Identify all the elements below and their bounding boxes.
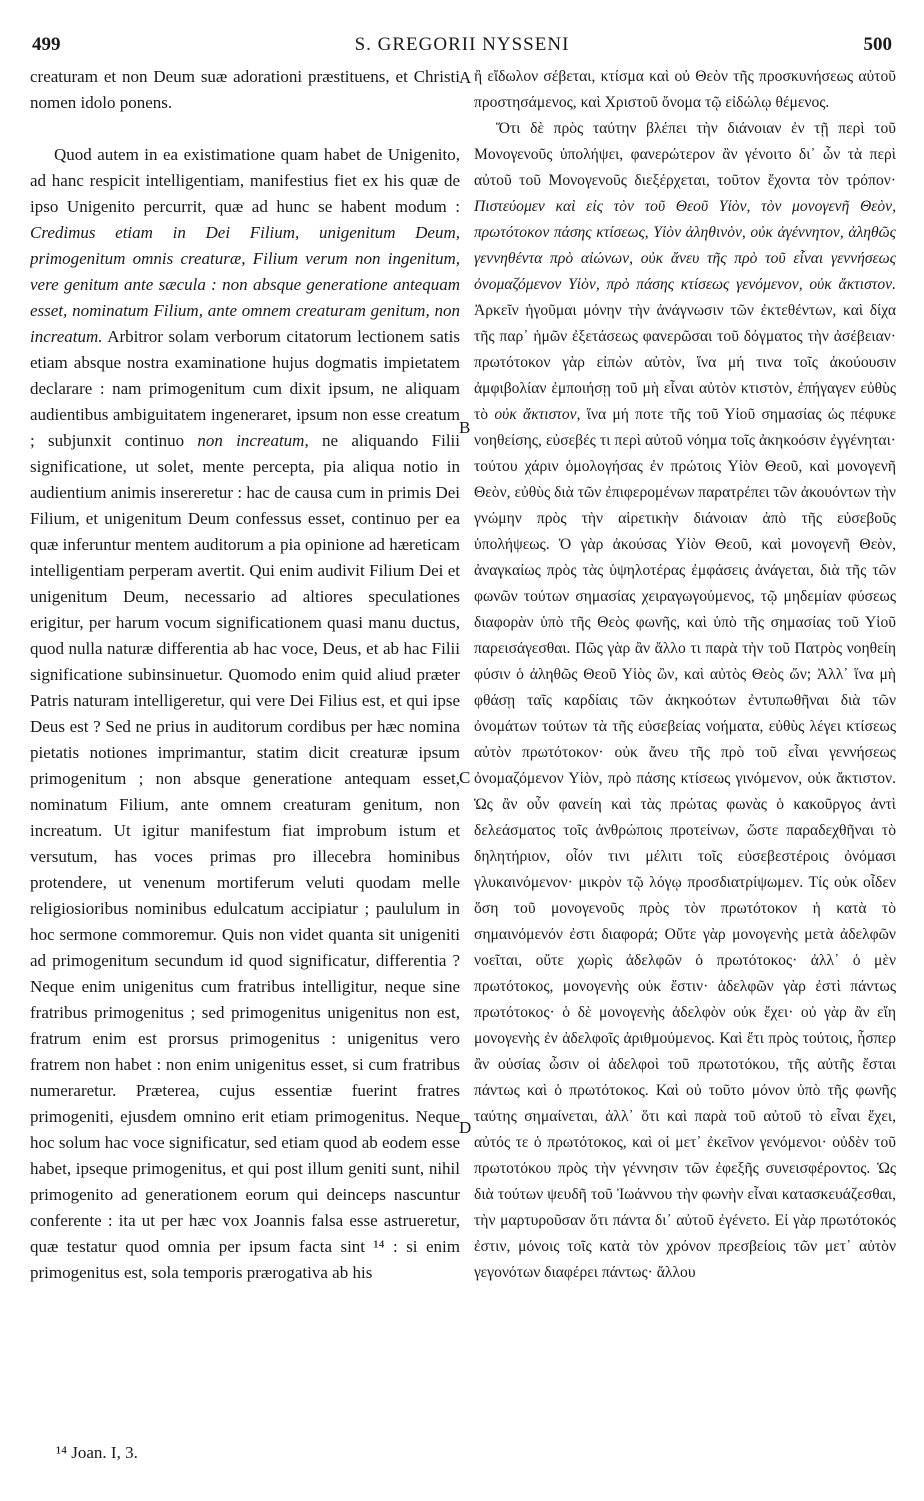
margin-marker-c: C	[459, 768, 471, 787]
greek-text: Ἀρκεῖν ἡγοῦμαι μόνην τὴν ἀνάγνωσιν τῶν ἐκτεθέντων, καὶ δίχα τῆς παρ᾽ ἡμῶν ἐξετάσεως φανερῶσαι τοῦ δόγματος τὴν ἀσέβειαν· πρωτότοκον γὰρ εἰπὼν αὐτὸν, ἵνα μή τινα τοῖς ἀκούουσιν ἀμφιβολίαν ἐμποιήσῃ τοῦ μὴ εἶναι αὐτὸν κτιστὸν, ἐπήγαγεν εὐθὺς τὸ	[474, 302, 896, 423]
latin-text: Arbitror solam verborum citatorum lectionem satis etiam absque nostra examinatione hujus dogmatis impietatem declarare : nam primogenitum cum dixit ipsum, ne aliquam audientibus ambiguitatem ingeneraret, ipsum non esse creatum ; subjunxit continuo	[30, 327, 460, 450]
running-title: S. GREGORII NYSSENI	[354, 34, 570, 55]
greek-text: , ἵνα μή ποτε τῆς τοῦ Υἱοῦ σημασίας ὡς πέφυκε νοηθείσης, εὐσεβές τι περὶ αὐτοῦ νόημα τοῖς ἀκηκοόσιν ἐγγένηται· τούτου χάριν ὁμολογήσας ἐν πρώτοις Υἱὸν Θεοῦ, καὶ μονογενῆ Θεὸν, εὐθὺς διὰ τῶν ἐπιφερομένων παρατρέπει τῶν ἀκουόντων τὴν γνώμην πρὸς τὴν αἱρετικὴν διάνοιαν ἀπὸ τῆς εὐσεβοῦς ὑπολήψεως. Ὁ γὰρ ἀκούσας Υἱὸν Θεοῦ, καὶ μονογενῆ Θεὸν, ἀναγκαίως πρὸς τὰς ὑψηλοτέρας ἐμφάσεις ἀνάγεται, διὰ τῆς τῶν φωνῶν τούτων σημασίας χειραγωγούμενος, τῷ μηδεμίαν φύσεως διαφορὰν ὑπὸ τῆς Θεὸς φωνῆς, καὶ ὑπὸ τῆς σημασίας τοῦ Υἱοῦ παρεισάγεσθαι. Πῶς γὰρ ἂν ἄλλο τι παρὰ τὴν τοῦ Πατρὸς νοηθείη φύσιν ὁ ἀληθῶς Θεοῦ Υἱὸς ὢν, καὶ αὐτὸς Θεὸς ὤν; Ἀλλ᾽ ἵνα μὴ φθάσῃ ταῖς καρδίαις τῶν ἀκηκοότων ἐντυπωθῆναι διὰ τῶν ὀνομάτων τούτων τὰ τῆς εὐσεβείας νοήματα, εὐθὺς λέγει κτίσεως αὐτὸν πρωτότοκον· οὐκ ἄνευ τῆς πρὸ τοῦ εἶναι γεννήσεως ὀνομαζόμενον Υἱὸν, πρὸ πάσης κτίσεως γινόμενον, οὐκ ἄκτιστον. Ὡς ἂν οὖν φανείη καὶ τὰς πρώτας φωνὰς ὁ κακοῦργος ἀντὶ δελεάσματος τοῖς ἀνθρώποις προτείνων, ὥστε παραδεχθῆναι τὸ δηλητήριον, οἷόν τινι μέλιτι τοῖς εὐσεβεστέροις ὀνόμασι γλυκαινόμενον· μικρὸν τῷ λόγῳ προσδιατρίψωμεν. Τίς οὐκ οἶδεν ὅση τοῦ μονογενοῦς πρὸς τὸν πρωτότοκον ἡ κατὰ τὸ σημαινόμενόν ἐστι διαφορά; Οὔτε γὰρ μονογενὴς μετὰ ἀδελφῶν νοεῖται, οὔτε χωρὶς ἀδελφῶν ὁ πρωτότοκος· ἀλλ᾽ ὁ μὲν πρωτότοκος, μονογενὴς οὐκ ἔστιν· ἀδελφῶν γὰρ ἐστὶ πάντως πρωτότοκος· ὁ δὲ μονογενὴς ἀδελφὸν οὐκ ἔχει· οὐ γὰρ ἂν εἴη μονογενὴς ἐν ἀδελφοῖς ἀριθμούμενος. Καὶ ἔτι πρὸς τούτοις, ἧσπερ ἂν οὐσίας ὦσιν οἱ ἀδελφοὶ τοῦ πρωτοτόκου, τῆς αὐτῆς ἔσται πάντως καὶ ὁ πρωτότοκος. Καὶ οὐ τοῦτο μόνον ὑπὸ τῆς φωνῆς ταύτης σημαίνεται, ἀλλ᾽ ὅτι καὶ παρὰ τοῦ αὐτοῦ τὸ εἶναι ἔχει, αὐτός τε ὁ πρωτότοκος, καὶ οἱ μετ᾽ ἐκεῖνον γενόμενοι· οὐδὲν τοῦ πρωτοτόκου πρὸς τὴν γέννησιν τῶν ἐφεξῆς συνεισφέροντος. Ὡς διὰ τούτων ψευδῆ τοῦ Ἰωάννου τὴν φωνὴν εἶναι κατασκευάζεσθαι, τὴν μαρτυροῦσαν ὅτι πάντα δι᾽ αὐτοῦ ἐγένετο. Εἰ γὰρ πρωτότοκός ἐστιν, μόνοις τοῖς κατὰ τὸν χρόνον πρεσβείοις τῶν μετ᾽ αὐτὸν γεγονότων διαφέρει πάντως· ἄλλου	[474, 406, 896, 1281]
greek-text: Ὅτι δὲ πρὸς ταύτην βλέπει τὴν διάνοιαν ἐν τῇ περὶ τοῦ Μονογενοῦς ὑπολήψει, φανερώτερον ἂν γένοιτο δι᾽ ὧν τὰ περὶ αὐτοῦ τοῦ Μονογενοῦς διεξέρχεται, τοῦτον ἔχοντα τὸν τρόπον·	[474, 120, 896, 189]
margin-marker-a: A	[459, 68, 472, 87]
latin-emphasis: non increatum	[197, 431, 305, 450]
greek-column	[474, 64, 896, 1286]
latin-text: , ne aliquando Filii significatione, ut solet, mente percepta, pia aliqua notio in audientium animis insereretur : hac de causa cum in primis Dei Filium, et unigenitum Deum confessus esset, continuo per ea quæ inferuntur mentem auditorum a pia opinione ad hæreticam intelligentiam perperam avertit. Qui enim audivit Filium Dei et unigenitum Deum, necessario ad altiores speculationes erigitur, per harum vocum significationem quasi manu ductus, quod nulla naturæ differentia ab hac voce, Deus, et ab hac Filii significatione subinsinuetur. Quomodo enim quid aliud præter Patris naturam intelligeretur, qui vere Dei Filius est, et qui ipse Deus est ? Sed ne prius in auditorum cordibus per hæc nomina pietatis notiones imprimantur, statim dicit creaturæ ipsum primogenitum ; non absque generatione antequam esset, nominatum Filium, ante omnem creaturam genitum, non increatum. Ut igitur manifestum fiat improbum istum et versutum, has voces primas pro illecebra hominibus protendere, ut venenum mortiferum veluti quodam melle religiosioribus nominibus edulcatum accipiatur ; paululum in hoc sermone commoremur. Quis non videt quanta sit unigeniti ad primogenitum secundum id quod significatur, differentia ? Neque enim unigenitus cum fratribus intelligitur, neque sine fratribus primogenitus ; sed primogenitus unigenitus non est, fratrum enim est prorsus primogenitus : unigenitus vero fratrem non habet : non enim unigenitus esset, si cum fratribus numeraretur. Præterea, cujus essentiæ fuerint fratres primogeniti, ejusdem omnino erit etiam primogenitus. Neque hoc solum hac voce significatur, sed etiam quod ab eodem esse habet, ipseque primogenitus, et qui post illum geniti sunt, nihil primogenito ad generationem eorum qui deinceps nascuntur conferente : ita ut per hæc vox Joannis falsa esse astrueretur, quæ testatur quod omnia per ipsum facta sint	[30, 431, 460, 1256]
page-number-right: 500	[863, 34, 892, 55]
latin-paragraph-1: creaturam et non Deum suæ adorationi præstituens, et Christi nomen idolo ponens.	[30, 67, 460, 112]
latin-text: : si enim primogenitus est, sola temporis prærogativa ab his	[30, 1237, 460, 1282]
greek-creed-quote: Πιστεύομεν καὶ εἰς τὸν τοῦ Θεοῦ Υἱὸν, τὸν μονογενῆ Θεὸν, πρωτότοκον πάσης κτίσεως, Υἱὸν ἀληθινὸν, οὐκ ἀγέννητον, ἀληθῶς γεννηθέντα πρὸ αἰώνων, οὐκ ἄνευ τῆς πρὸ τοῦ εἶναι γεννήσεως ὀνομαζόμενον Υἱὸν, πρὸ πάσης κτίσεως γενόμενον, οὐκ ἄκτιστον.	[474, 198, 896, 293]
latin-text: Quod autem in ea existimatione quam habet de Unigenito, ad hanc respicit intelligentiam, manifestius fiet ex his quæ de ipso Unigenito percurrit, quæ ad hunc se habent modum :	[30, 145, 460, 216]
latin-creed-quote: Credimus etiam in Dei Filium, unigenitum Deum, primogenitum omnis creaturæ, Filium verum non ingenitum, vere genitum ante sæcula : non absque generatione antequam esset, nominatum Filium, ante omnem creaturam genitum, non increatum.	[30, 223, 460, 346]
footnote: ¹⁴ Joan. I, 3.	[56, 1443, 138, 1462]
page-number-left: 499	[32, 34, 61, 55]
margin-marker-b: B	[459, 418, 471, 437]
footnote-reference: ¹⁴	[365, 1237, 393, 1256]
latin-column	[30, 64, 460, 1286]
greek-paragraph-1: ἢ εἴδωλον σέβεται, κτίσμα καὶ οὐ Θεὸν τῆς προσκυνήσεως αὐτοῦ προστησάμενος, καὶ Χριστοῦ ὄνομα τῷ εἰδώλῳ θέμενος.	[474, 68, 896, 111]
margin-marker-d: D	[459, 1118, 472, 1137]
page-header	[32, 34, 892, 58]
latin-paragraph-2	[30, 142, 460, 1286]
greek-paragraph-2	[474, 116, 896, 1286]
greek-emphasis: οὐκ ἄκτιστον	[494, 406, 577, 423]
